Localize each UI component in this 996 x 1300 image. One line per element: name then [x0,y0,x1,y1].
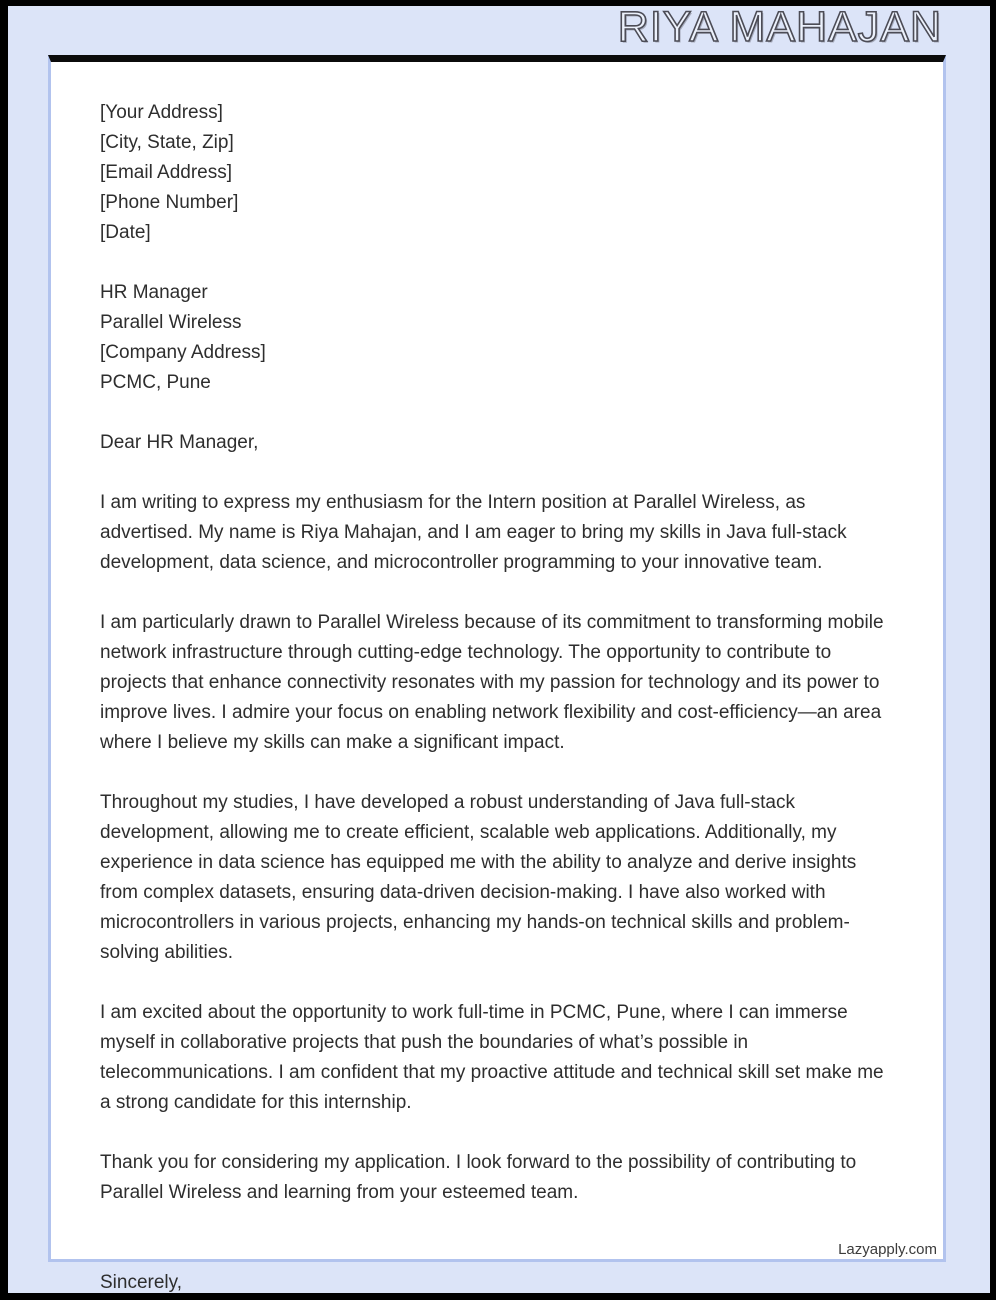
paragraph-skills: Throughout my studies, I have developed a robust understanding of Java full-stack development, allowing me to create efficient, scalable web applications. Additionally, my experience in data science has equipped me with the ability to analyze and derive insights from complex datasets, ensuring data-driven decision-making. I have also worked with microcontrollers in various projects, enhancing my hands-on technical skills and problem-solving abilities. [100,792,857,963]
paragraph-thanks: Thank you for considering my application. I look forward to the possibility of contributing to Parallel Wireless and learning from your esteemed team. [100,1152,857,1203]
salutation: Dear HR Manager, [100,432,259,453]
recipient-block [100,278,899,398]
sender-address-line: [Your Address] [100,102,223,123]
sender-phone-line: [Phone Number] [100,192,239,213]
sender-email-line: [Email Address] [100,162,232,183]
recipient-city-line: PCMC, Pune [100,372,211,393]
watermark: Lazyapply.com [838,1241,937,1258]
paragraph-intro: I am writing to express my enthusiasm for the Intern position at Parallel Wireless, as advertised. My name is Riya Mahajan, and I am eager to bring my skills in Java full-stack development, data science, and microcontroller programming to your innovative team. [100,492,847,573]
paragraph-motivation: I am particularly drawn to Parallel Wireless because of its commitment to transforming mobile network infrastructure through cutting-edge technology. The opportunity to contribute to projects that enhance connectivity resonates with my passion for technology and its power to improve lives. I admire your focus on enabling network flexibility and cost-efficiency—an area where I believe my skills can make a significant impact. [100,612,884,753]
closing: Sincerely, [100,1272,183,1293]
recipient-name-line: HR Manager [100,282,208,303]
page-title: RIYA MAHAJAN [617,3,942,51]
sender-city-line: [City, State, Zip] [100,132,234,153]
paragraph-fit: I am excited about the opportunity to work full-time in PCMC, Pune, where I can immerse myself in collaborative projects that push the boundaries of what’s possible in telecommunications. I am confident that my proactive attitude and technical skill set make me a strong candidate for this internship. [100,1002,884,1113]
recipient-company-line: Parallel Wireless [100,312,242,333]
recipient-address-line: [Company Address] [100,342,266,363]
sender-block [100,98,899,248]
letter-panel [48,55,946,1262]
sender-date-line: [Date] [100,222,151,243]
